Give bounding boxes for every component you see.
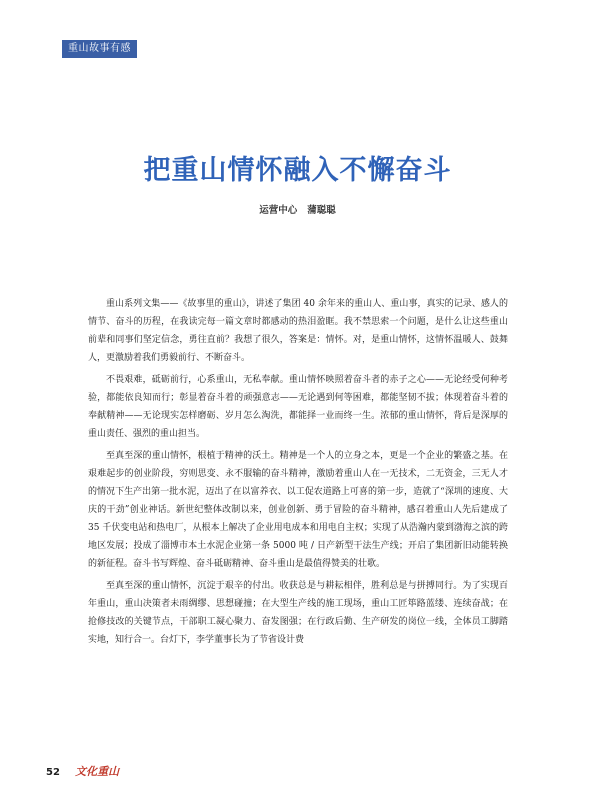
- byline: [0, 202, 595, 216]
- section-tag: 重山故事有感: [62, 40, 137, 58]
- page-footer: [46, 763, 119, 779]
- article-title: 把重山情怀融入不懈奋斗: [143, 155, 452, 186]
- byline-author: 蒲聪聪: [307, 205, 336, 216]
- paragraph: 至真至深的重山情怀，沉淀于艰辛的付出。收获总是与耕耘相伴，胜利总是与拼搏同行。为了实现百年重山，重山决策者未雨绸缪、思想碰撞；在大型生产线的施工现场，重山工匠筚路蓝缕、连续奋战；在抢修技改的关键节点，干部职工凝心聚力、奋发图强；在行政后勤、生产研发的岗位一线，全体员工脚踏实地，知行合一。台灯下，李学董事长为了节省设计费: [88, 581, 508, 645]
- paragraph: 不畏艰难，砥砺前行，心系重山，无私奉献。重山情怀映照着奋斗者的赤子之心——无论经受何种考验，都能依良知而行；彰显着奋斗着的顽强意志——无论遇到何等困难，都能坚韧不拔；体现着奋斗着的奉献精神——无论现实怎样磨砺、岁月怎么淘洗，都能择一业而终一生。浓郁的重山情怀，背后是深厚的重山责任、强烈的重山担当。: [88, 375, 508, 439]
- paragraph: 至真至深的重山情怀，根植于精神的沃土。精神是一个人的立身之本，更是一个企业的繁盛之基。在艰难起步的创业阶段，穷则思变、永不服输的奋斗精神，激励着重山人在一无技术，二无资金，三无人才的情况下生产出第一批水泥，迈出了在以富养衣、以工促农道路上可喜的第一步，造就了“深圳的速度、大庆的干劲”创业神话。新世纪整体改制以来，创业创新、勇于冒险的奋斗精神，感召着重山人先后建成了 35 千伏变电站和热电厂，从根本上解决了企业用电成本和用电自主权；实现了从浩瀚内蒙到渤海之滨的跨地区发展；投成了淄博市本土水泥企业第一条 5000 吨 / 日产新型干法生产线；开启了集团新旧动能转换的新征程。奋斗书写辉煌、奋斗砥砺精神、奋斗重山是最值得赞美的壮歌。: [88, 451, 508, 569]
- magazine-brand: 文化重山: [75, 765, 120, 778]
- article-body: [88, 295, 508, 653]
- paragraph: 重山系列文集——《故事里的重山》，讲述了集团 40 余年来的重山人、重山事，真实的记录、感人的情节、奋斗的历程，在我读完每一篇文章时都感动的热泪盈眶。我不禁思索一个问题，是什么让这些重山前辈和同事们坚定信念，勇往直前？我想了很久，答案是：情怀。对，是重山情怀，这情怀温暖人、鼓舞人，更激励着我们勇毅前行、不断奋斗。: [88, 299, 508, 363]
- byline-department: 运营中心: [259, 205, 298, 216]
- page-number: 52: [46, 767, 60, 778]
